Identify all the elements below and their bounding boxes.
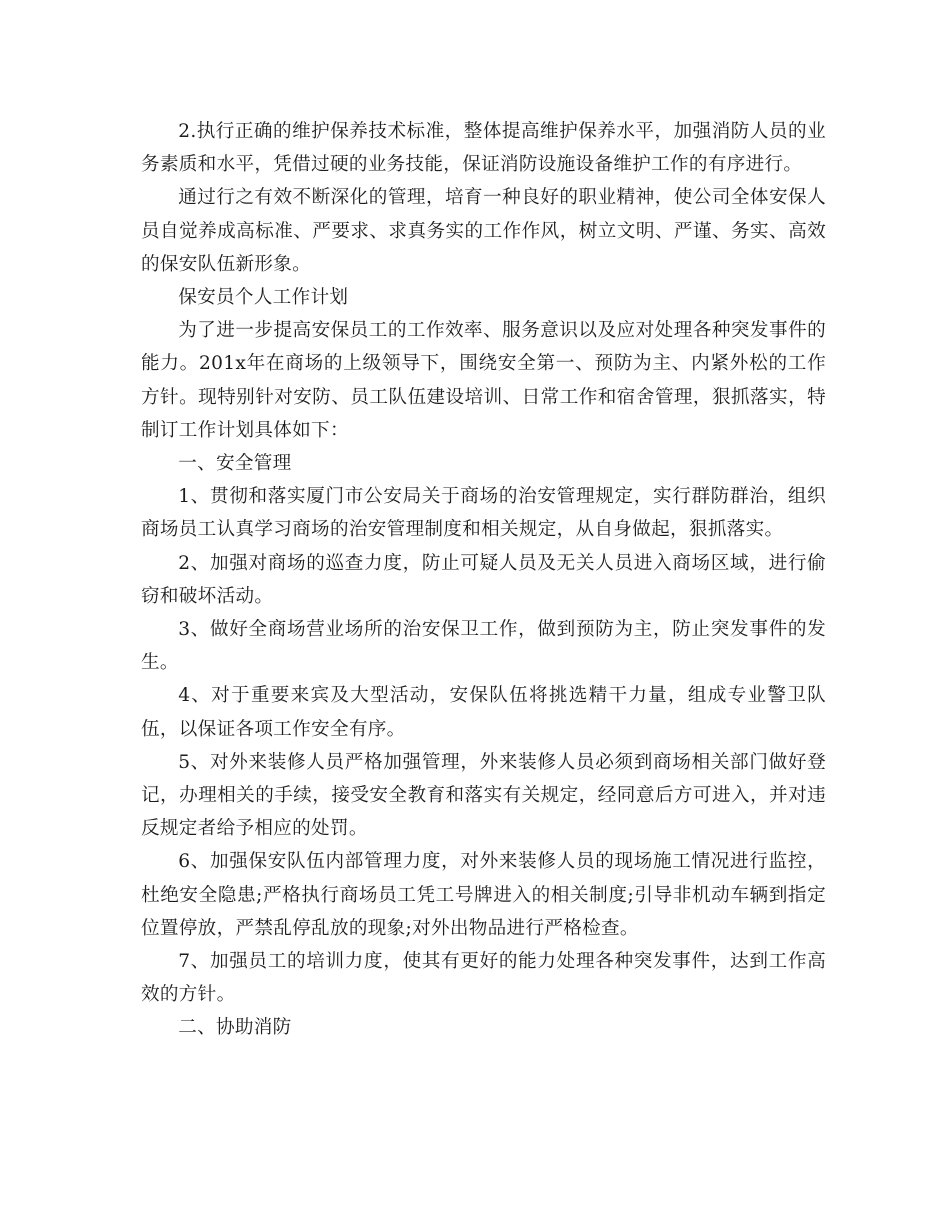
list-item-security-2: 2、加强对商场的巡查力度，防止可疑人员及无关人员进入商场区域，进行偷窃和破坏活动。 (141, 552, 826, 607)
list-item-security-1: 1、贯彻和落实厦门市公安局关于商场的治安管理规定，实行群防群治，组织商场员工认真学习商场的治安管理制度和相关规定，从自身做起，狠抓落实。 (141, 486, 826, 541)
section-title-personal-plan: 保安员个人工作计划 (178, 287, 349, 309)
list-item-security-3: 3、做好全商场营业场所的治安保卫工作，做到预防为主，防止突发事件的发生。 (141, 619, 826, 674)
list-item-security-6: 6、加强保安队伍内部管理力度，对外来装修人员的现场施工情况进行监控，杜绝安全隐患;严格执行商场员工凭工号牌进入的相关制度;引导非机动车辆到指定位置停放，严禁乱停乱放的现象;对外出物品进行严格检查。 (141, 851, 826, 939)
paragraph-maintenance-standard: 2.执行正确的维护保养技术标准，整体提高维护保养水平，加强消防人员的业务素质和水平，凭借过硬的业务技能，保证消防设施设备维护工作的有序进行。 (141, 121, 826, 176)
section-heading-security-management: 一、安全管理 (178, 453, 292, 475)
list-item-security-5: 5、对外来装修人员严格加强管理，外来装修人员必须到商场相关部门做好登记，办理相关的手续，接受安全教育和落实有关规定，经同意后方可进入，并对违反规定者给予相应的处罚。 (141, 751, 826, 840)
paragraph-management-spirit: 通过行之有效不断深化的管理，培育一种良好的职业精神，使公司全体安保人员自觉养成高标准、严要求、求真务实的工作作风，树立文明、严谨、务实、高效的保安队伍新形象。 (141, 187, 826, 275)
document-body (141, 115, 826, 1045)
list-item-security-7: 7、加强员工的培训力度，使其有更好的能力处理各种突发事件，达到工作高效的方针。 (141, 951, 826, 1006)
list-item-security-4: 4、对于重要来宾及大型活动，安保队伍将挑选精干力量，组成专业警卫队伍，以保证各项工作安全有序。 (141, 685, 826, 740)
paragraph-plan-intro: 为了进一步提高安保员工的工作效率、服务意识以及应对处理各种突发事件的能力。201x年在商场的上级领导下，围绕安全第一、预防为主、内紧外松的工作方针。现特别针对安防、员工队伍建设培训、日常工作和宿舍管理，狠抓落实，特制订工作计划具体如下： (141, 320, 826, 441)
section-heading-fire-assistance: 二、协助消防 (178, 1017, 292, 1039)
